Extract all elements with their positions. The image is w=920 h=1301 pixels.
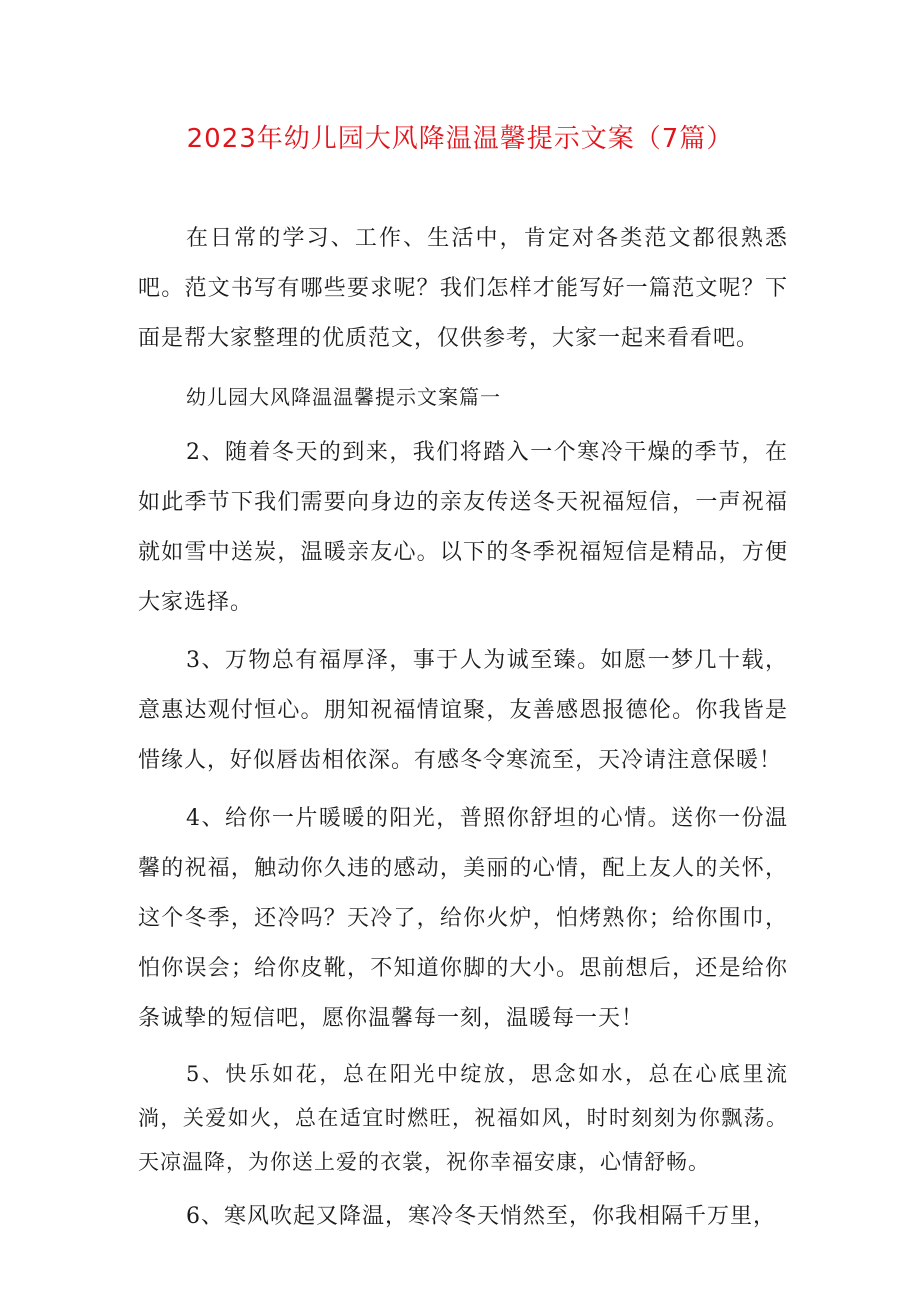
section-heading: 幼儿园大风降温温馨提示文案篇一	[186, 385, 501, 409]
intro-paragraph: 在日常的学习、工作、生活中，肯定对各类范文都很熟悉吧。范文书写有哪些要求呢？我们怎样才能写好一篇范文呢？下面是帮大家整理的优质范文，仅供参考，大家一起来看看吧。	[138, 226, 788, 351]
document-body	[138, 214, 788, 1250]
body-paragraph: 5、快乐如花，总在阳光中绽放，思念如水，总在心底里流淌，关爱如火，总在适宜时燃旺，祝福如风，时时刻刻为你飘荡。天凉温降，为你送上爱的衣裳，祝你幸福安康，心情舒畅。	[138, 1062, 788, 1174]
body-paragraph: 6、寒风吹起又降温，寒冷冬天悄然至，你我相隔千万里，	[186, 1204, 776, 1229]
body-paragraph: 3、万物总有福厚泽，事于人为诚至臻。如愿一梦几十载，意惠达观付恒心。朋知祝福情谊聚，友善感恩报德伦。你我皆是惜缘人，好似唇齿相依深。有感冬令寒流至，天冷请注意保暖！	[138, 648, 788, 773]
body-paragraph: 2、随着冬天的到来，我们将踏入一个寒冷干燥的季节，在如此季节下我们需要向身边的亲友传送冬天祝福短信，一声祝福就如雪中送炭，温暖亲友心。以下的冬季祝福短信是精品，方便大家选择。	[138, 440, 788, 615]
document-title: 2023年幼儿园大风降温温馨提示文案（7篇）	[186, 124, 734, 154]
body-paragraph: 4、给你一片暖暖的阳光，普照你舒坦的心情。送你一份温馨的祝福，触动你久违的感动，美丽的心情，配上友人的关怀，这个冬季，还冷吗？天冷了，给你火炉，怕烤熟你；给你围巾，怕你误会；给你皮靴，不知道你脚的大小。思前想后，还是给你条诚挚的短信吧，愿你温馨每一刻，温暖每一天！	[138, 806, 788, 1031]
